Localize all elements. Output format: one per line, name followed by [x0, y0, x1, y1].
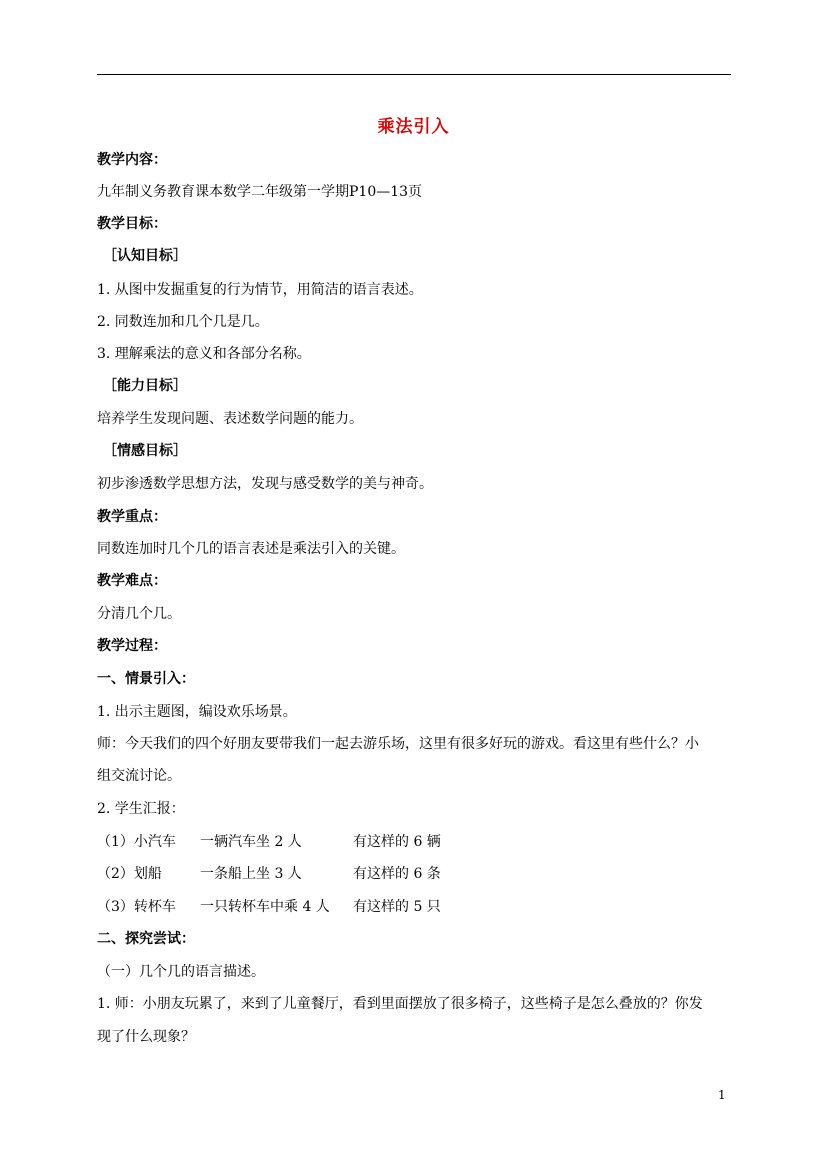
document-title: 乘法引入 [377, 117, 450, 137]
subsection-heading: （一）几个几的语言描述。 [97, 964, 265, 980]
report-item: （1）小汽车 [97, 834, 176, 850]
paragraph: 组交流讨论。 [97, 768, 181, 784]
paragraph: 培养学生发现问题、表述数学问题的能力。 [97, 411, 363, 427]
heading-difficulty: 教学难点： [97, 573, 167, 589]
paragraph: 同数连加时几个几的语言表述是乘法引入的关键。 [97, 541, 405, 557]
section-heading: 一、情景引入： [97, 671, 195, 687]
report-count: 有这样的 6 辆 [353, 834, 441, 850]
report-detail: 一只转杯车中乘 4 人 [200, 899, 330, 915]
heading-objectives: 教学目标： [97, 216, 167, 232]
list-item: 2. 同数连加和几个几是几。 [97, 314, 269, 330]
page-number: 1 [718, 1088, 726, 1102]
paragraph: 现了什么现象？ [97, 1029, 195, 1045]
report-item: （3）转杯车 [97, 899, 176, 915]
list-item: 3. 理解乘法的意义和各部分名称。 [97, 346, 311, 362]
report-detail: 一辆汽车坐 2 人 [200, 834, 302, 850]
paragraph: 分清几个几。 [97, 606, 181, 622]
report-row [97, 864, 441, 884]
paragraph: 1. 师：小朋友玩累了，来到了儿童餐厅，看到里面摆放了很多椅子，这些椅子是怎么叠放的？你发 [97, 996, 703, 1012]
list-item: 1. 从图中发掘重复的行为情节，用简洁的语言表述。 [97, 282, 423, 298]
report-count: 有这样的 5 只 [353, 899, 441, 915]
heading-key-point: 教学重点： [97, 509, 167, 525]
list-item: 2. 学生汇报： [97, 801, 185, 817]
subheading-cognitive: ［认知目标］ [103, 248, 187, 264]
heading-process: 教学过程： [97, 638, 167, 654]
paragraph: 师：今天我们的四个好朋友要带我们一起去游乐场，这里有很多好玩的游戏。看这里有些什么？小 [97, 736, 699, 752]
report-row [97, 897, 441, 917]
header-rule [97, 74, 731, 75]
heading-content: 教学内容： [97, 152, 167, 168]
report-row [97, 832, 441, 852]
section-heading: 二、探究尝试： [97, 931, 195, 947]
subheading-emotion: ［情感目标］ [103, 443, 187, 459]
subheading-ability: ［能力目标］ [103, 378, 187, 394]
report-count: 有这样的 6 条 [353, 866, 441, 882]
list-item: 1. 出示主题图，编设欢乐场景。 [97, 704, 297, 720]
report-detail: 一条船上坐 3 人 [200, 866, 302, 882]
paragraph: 九年制义务教育课本数学二年级第一学期P10—13页 [97, 184, 423, 200]
report-item: （2）划船 [97, 866, 162, 882]
paragraph: 初步渗透数学思想方法，发现与感受数学的美与神奇。 [97, 476, 433, 492]
